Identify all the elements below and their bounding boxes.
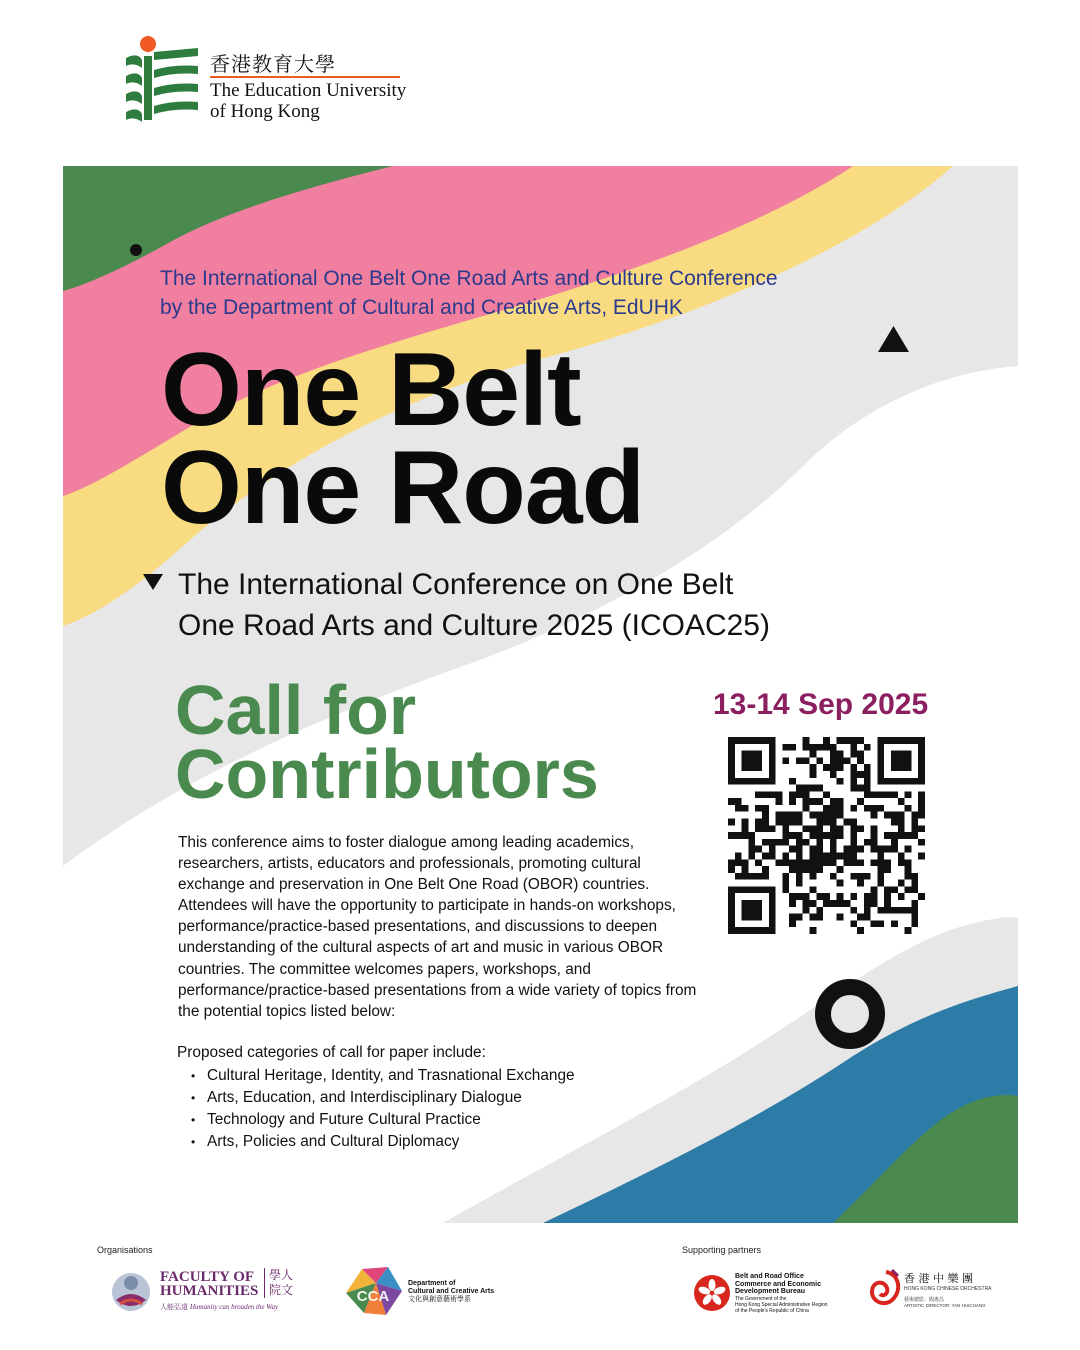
call-for-contributors-heading [175, 671, 599, 813]
faculty-zh1: 學人 [269, 1268, 294, 1282]
hkco-director-en: ARTISTIC DIRECTOR: YAN HUICHANG [904, 1303, 986, 1308]
dcca-logo[interactable] [342, 1263, 512, 1319]
dcca-zh: 文化與創意藝術學系 [408, 1296, 471, 1303]
eduhk-emblem-icon [124, 36, 200, 124]
list-item: • Technology and Future Cultural Practice [191, 1109, 575, 1131]
university-name-en-line1: The Education University [210, 80, 407, 101]
organisations-label: Organisations [97, 1245, 153, 1255]
hkco-name-en: HONG KONG CHINESE ORCHESTRA [904, 1286, 992, 1292]
bro-line5: Hong Kong Special Administrative Region [735, 1301, 828, 1308]
faculty-tagline: Humanity can broaden the Way [189, 1303, 279, 1311]
conference-title-line2: One Road Arts and Culture 2025 (ICOAC25) [178, 609, 770, 642]
hkco-name-zh: 香 港 中 樂 團 [904, 1272, 973, 1285]
dcca-line1: Department of [408, 1280, 456, 1287]
list-item: • Cultural Heritage, Identity, and Trasnational Exchange [191, 1065, 575, 1087]
dcca-line2: Cultural and Creative Arts [408, 1288, 495, 1295]
faculty-divider [264, 1268, 265, 1298]
triangle-bullet-icon [143, 574, 163, 590]
svg-text:CCA: CCA [356, 1288, 390, 1305]
qr-code-icon[interactable] [728, 737, 925, 934]
faculty-zh2: 院文 [269, 1283, 294, 1297]
list-item: • Arts, Policies and Cultural Diplomacy [191, 1131, 575, 1153]
faculty-of-humanities-logo[interactable] [110, 1268, 310, 1316]
event-date: 13-14 Sep 2025 [713, 688, 929, 721]
subtitle-line2: by the Department of Cultural and Creative Arts, EdUHK [160, 296, 683, 319]
hero-line2: One Road [161, 430, 645, 546]
hkco-emblem-icon [868, 1268, 904, 1308]
conference-title-line1: The International Conference on One Belt [178, 568, 734, 601]
faculty-tagline-zh: 人能弘道 [160, 1304, 188, 1311]
cta-line1: Call for [175, 671, 417, 749]
conference-description: This conference aims to foster dialogue among leading academics, researchers, artists, educators and professionals, promoting cultural exchange and preservation in One Belt One Road (OBOR) countries. Attendees will have the opportunity to participate in hands-on workshops, performance/practice-based presentations, and discussions to deepen understanding of the cultural aspects of art and music in various OBOR countries. The committee welcomes papers, workshops, and performance/practice-based presentations from a wide variety of topics from the potential topics listed below: [178, 834, 697, 1020]
eduhk-logo [124, 36, 414, 126]
categories-title: Proposed categories of call for paper include: [177, 1044, 486, 1061]
dot-icon [130, 244, 142, 256]
conference-title [178, 564, 898, 646]
humanities-emblem-icon [110, 1270, 152, 1314]
belt-and-road-office-logo[interactable] [693, 1270, 853, 1318]
categories-list [191, 1065, 575, 1153]
bro-line4: The Government of the [735, 1295, 787, 1302]
university-name-en-line2: of Hong Kong [210, 101, 320, 122]
logo-divider [210, 76, 400, 78]
hk-bauhinia-icon [693, 1274, 731, 1312]
dcca-emblem-icon [342, 1263, 404, 1319]
university-name-zh: 香港教育大學 [210, 52, 336, 76]
cta-line2: Contributors [175, 735, 599, 813]
poster [63, 166, 1018, 1223]
hkco-director-zh: 藝術總監：閻惠昌 [904, 1297, 945, 1303]
hero-line1: One Belt [161, 332, 581, 448]
bro-line2: Commerce and Economic [735, 1280, 821, 1288]
supporting-partners-label: Supporting partners [682, 1245, 762, 1255]
subtitle-line1: The International One Belt One Road Arts and Culture Conference [160, 267, 778, 290]
bro-line1: Belt and Road Office [735, 1273, 804, 1280]
hero-title [161, 332, 645, 546]
list-item: • Arts, Education, and Interdisciplinary Dialogue [191, 1087, 575, 1109]
hkco-logo[interactable] [868, 1262, 992, 1318]
bro-line3: Development Bureau [735, 1288, 806, 1295]
bro-line6: of the People's Republic of China [735, 1307, 809, 1314]
conference-subtitle [160, 264, 920, 322]
faculty-line2: HUMANITIES [160, 1283, 259, 1299]
faculty-line1: FACULTY OF [160, 1269, 255, 1285]
